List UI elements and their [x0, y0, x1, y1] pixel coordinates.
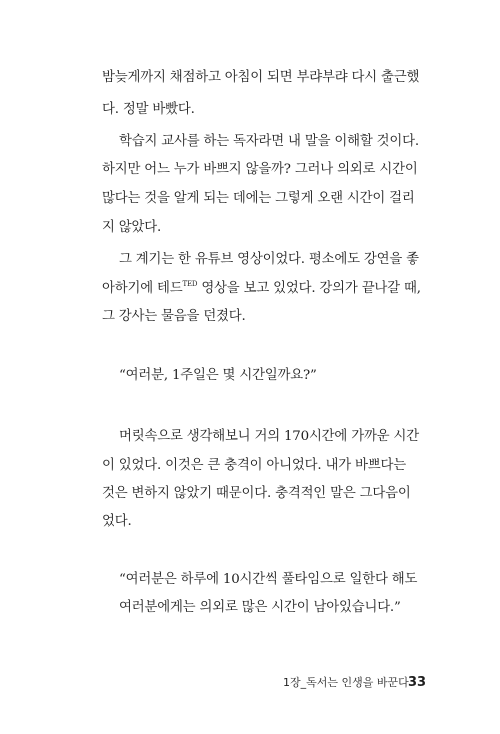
quote-line: 여러분에게는 의외로 많은 시간이 남아있습니다.” — [119, 600, 401, 615]
page-number: 33 — [408, 675, 427, 690]
body-text-line: 하지만 어느 누가 바쁘지 않을까? 그러나 의외로 시간이 — [102, 162, 418, 177]
body-text-line: 그 계기는 한 유튜브 영상이었다. 평소에도 강연을 좋 — [119, 252, 419, 267]
body-text-line: 지 않았다. — [102, 220, 162, 235]
body-text-line: 었다. — [102, 514, 132, 529]
quote-line: “여러분은 하루에 10시간씩 풀타임으로 일한다 해도 — [119, 572, 418, 587]
body-text-line — [102, 279, 432, 299]
body-text-line: 머릿속으로 생각해보니 거의 170시간에 가까운 시간 — [119, 429, 419, 444]
quote-line: “여러분, 1주일은 몇 시간일까요?” — [119, 368, 317, 383]
running-footer-chapter: 1장_독서는 인생을 바꾼다 — [283, 676, 409, 689]
body-text-line: 밤늦게까지 채점하고 아침이 되면 부랴부랴 다시 출근했 — [102, 70, 420, 85]
body-text-line: 많다는 것을 알게 되는 데에는 그렇게 오랜 시간이 걸리 — [102, 191, 415, 206]
body-text-line: 이 있었다. 이것은 큰 충격이 아니었다. 내가 바쁘다는 — [102, 458, 406, 473]
body-text-line: 학습지 교사를 하는 독자라면 내 말을 이해할 것이다. — [119, 134, 419, 149]
body-text-line: 것은 변하지 않았기 때문이다. 충격적인 말은 그다음이 — [102, 486, 411, 501]
text-segment: 영상을 보고 있었다. 강의가 끝나갈 때, — [197, 281, 421, 296]
body-text-line: 그 강사는 물음을 던졌다. — [102, 309, 246, 324]
superscript-ted: TED — [182, 280, 198, 288]
body-text-line: 다. 정말 바빴다. — [102, 102, 195, 117]
text-segment: 아하기에 테드 — [102, 281, 183, 296]
